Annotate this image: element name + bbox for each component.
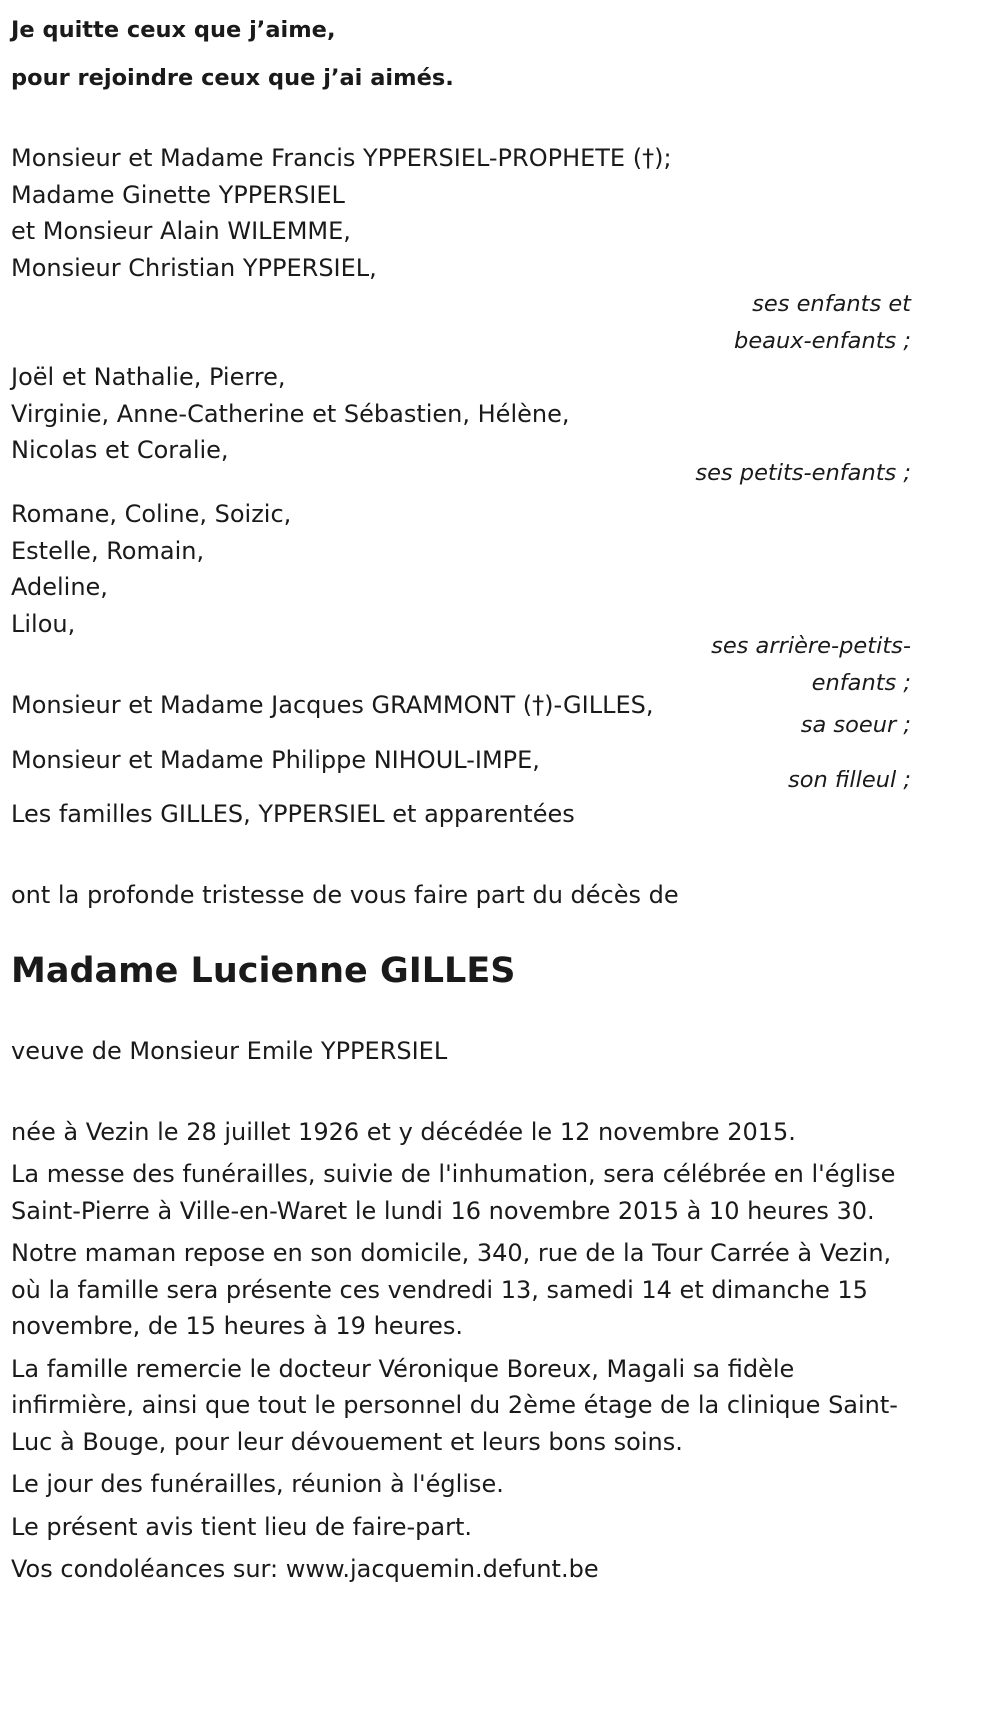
sister-row xyxy=(11,687,911,744)
deceased-name: Madame Lucienne GILLES xyxy=(11,951,516,991)
visitation-paragraph: Notre maman repose en son domicile, 340, rue de la Tour Carrée à Vezin, où la famille sera présente ces vendredi 13, samedi 14 et dimanche 15 novembre, de 15 heures à 19 heures. xyxy=(11,1239,892,1340)
great-grandchildren-line: Romane, Coline, Soizic, xyxy=(11,500,292,528)
condolences-paragraph: Vos condoléances sur: www.jacquemin.defunt.be xyxy=(11,1555,599,1583)
grandchildren-line: Nicolas et Coralie, xyxy=(11,436,229,464)
sister-line: Monsieur et Madame Jacques GRAMMONT (†)-GILLES, xyxy=(11,691,654,719)
grandchildren-line: Virginie, Anne-Catherine et Sébastien, Hélène, xyxy=(11,399,570,428)
quote-line-1: Je quitte ceux que j’aime, xyxy=(11,17,336,43)
children-line: Monsieur Christian YPPERSIEL, xyxy=(11,253,377,282)
opening-quote xyxy=(11,6,911,102)
great-grandchildren-line: Adeline, xyxy=(11,573,108,601)
families-line: Les familles GILLES, YPPERSIEL et apparentées xyxy=(11,800,575,828)
grandchildren-line: Joël et Nathalie, Pierre, xyxy=(11,363,286,391)
godson-line: Monsieur et Madame Philippe NIHOUL-IMPE, xyxy=(11,745,540,774)
godson-role: son filleul ; xyxy=(787,766,911,793)
great-grandchildren-line: Estelle, Romain, xyxy=(11,536,205,565)
meeting-paragraph: Le jour des funérailles, réunion à l'église. xyxy=(11,1470,504,1498)
quote-line-2: pour rejoindre ceux que j’ai aimés. xyxy=(11,65,454,91)
grandchildren-group xyxy=(11,359,911,491)
children-role-line-2: beaux-enfants ; xyxy=(734,327,911,354)
funeral-mass-paragraph: La messe des funérailles, suivie de l'inhumation, sera célébrée en l'église Saint-Pierre à Ville-en-Waret le lundi 16 novembre 2015 à 10 heures 30. xyxy=(11,1160,896,1225)
children-role-line-1: ses enfants et xyxy=(752,291,911,317)
sister-role: sa soeur ; xyxy=(800,712,911,738)
notice-paragraph: Le présent avis tient lieu de faire-part. xyxy=(11,1512,473,1541)
great-grandchildren-role-line-1: ses arrière-petits- xyxy=(711,633,911,659)
children-line: et Monsieur Alain WILEMME, xyxy=(11,217,351,245)
grandchildren-role: ses petits-enfants ; xyxy=(695,459,911,486)
funeral-details xyxy=(11,1114,911,1588)
godson-row xyxy=(11,742,911,799)
great-grandchildren-role-line-2: enfants ; xyxy=(811,669,911,696)
thanks-paragraph: La famille remercie le docteur Véronique Boreux, Magali sa fidèle infirmière, ainsi que tout le personnel du 2ème étage de la clinique Saint-Luc à Bouge, pour leur dévouement et leurs bons soins. xyxy=(11,1354,898,1456)
birth-death-paragraph: née à Vezin le 28 juillet 1926 et y décédée le 12 novembre 2015. xyxy=(11,1117,796,1146)
children-group xyxy=(11,140,911,359)
great-grandchildren-line: Lilou, xyxy=(11,609,76,638)
widow-of-line: veuve de Monsieur Emile YPPERSIEL xyxy=(11,1037,448,1065)
children-line: Madame Ginette YPPERSIEL xyxy=(11,180,345,209)
children-line: Monsieur et Madame Francis YPPERSIEL-PROPHETE (†); xyxy=(11,144,672,172)
great-grandchildren-group xyxy=(11,496,911,701)
announcement-line: ont la profonde tristesse de vous faire part du décès de xyxy=(11,880,679,909)
